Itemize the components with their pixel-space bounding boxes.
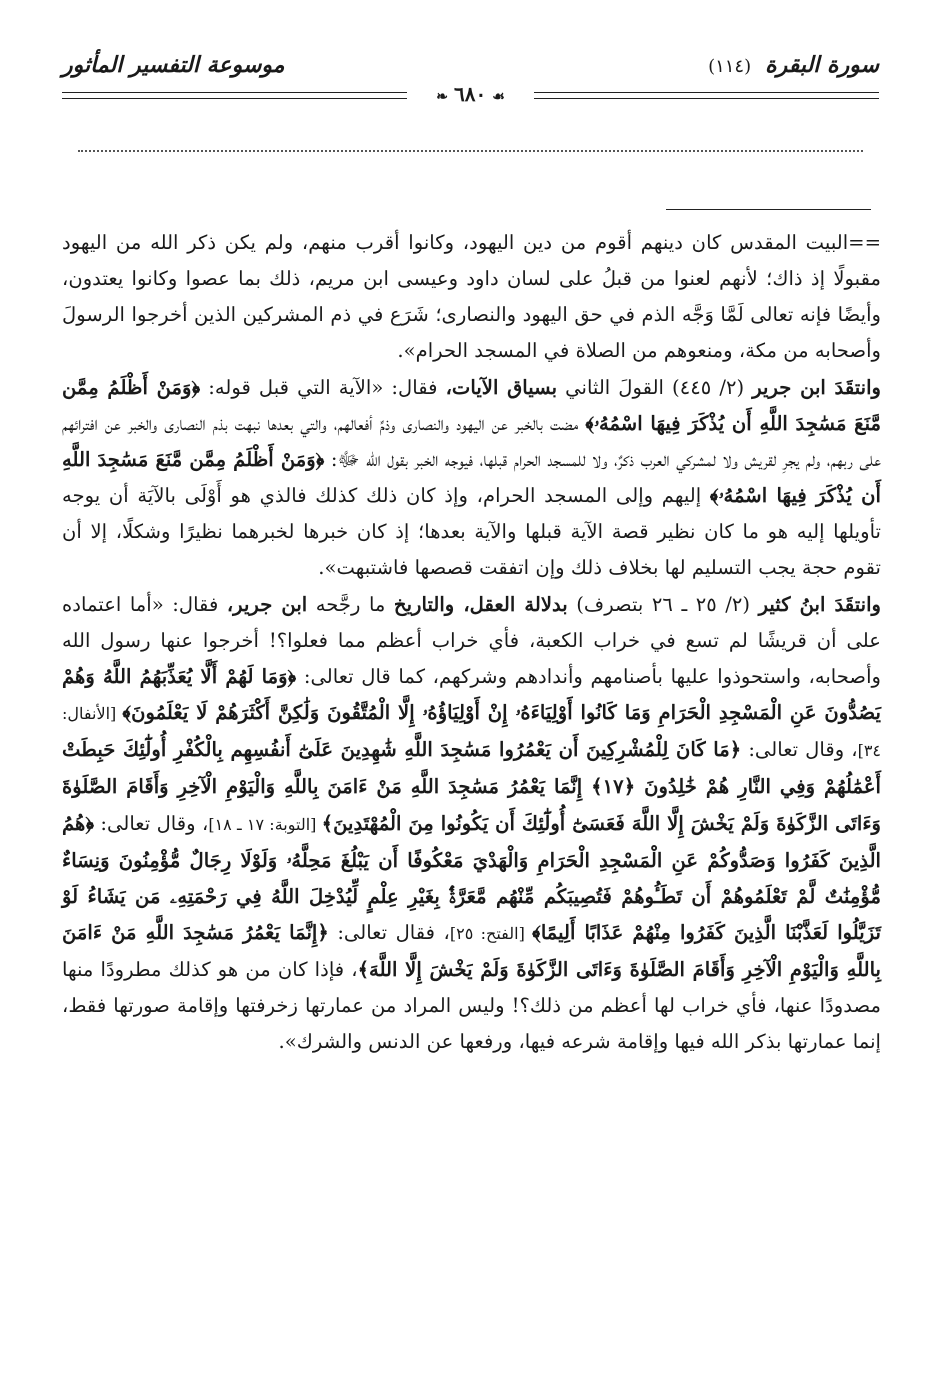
bold-run: ابن جرير، bbox=[226, 592, 308, 616]
sura-name: سورة البقرة bbox=[765, 52, 879, 78]
dotted-separator bbox=[78, 150, 863, 152]
quran-quote: ﴿وَمَنْ أَظْلَمُ مِمَّن مَّنَعَ مَسَٰجِدَ اللَّهِ أَن يُذْكَرَ فِيهَا اسْمُهُۥ﴾ bbox=[62, 375, 881, 435]
text-run: ، وقال تعالى: bbox=[741, 738, 858, 762]
bold-run: بسياق الآيات، bbox=[445, 375, 558, 399]
verse-ref: (١١٤) bbox=[708, 56, 752, 77]
bold-run: وانتقَدَ ابن جرير bbox=[752, 375, 882, 399]
text-run: ، فإذا كان من هو كذلك مطرودًا منها مصدودًا عنها، فأي خراب لها أعظم من ذلك؟! وليس المراد من عمارتها زخرفتها وإقامة صورتها فقط، إنما عمارتها بذكر الله فيها وإقامة شرعه فيها، ورفعها عن الدنس والشرك». bbox=[62, 958, 881, 1054]
page-number-box bbox=[62, 82, 879, 106]
text-run: إليهم وإلى المسجد الحرام، وإذ كان ذلك كذلك فالذي هو أَوْلَى بالآيَة أن يوجه تأويلها إليه هو ما كان نظير قصة الآية قبلها والآية بعدها؛ إذ كان خبرها لخبرهما نظيرًا وشكلًا، إلا أن تقوم حجة يجب التسليم لها بخلاف ذلك وإن اتفقت قصصها فاشتبهت». bbox=[62, 484, 881, 580]
text-run: ==البيت المقدس كان دينهم أقوم من دين اليهود، وكانوا أقرب منهم، ولم يكن ذكر الله من اليهود مقبولًا إذ ذاك؛ لأنهم لعنوا من قبلُ على لسان داود وعيسى ابن مريم، ذلك بما عصوا وكانوا يعتدون، وأيضًا فإنه تعالى لَمَّا وَجَّه الذم في حق اليهود والنصارى؛ شَرَع في ذم المشركين الذين أخرجوا الرسولَ وأصحابه من مكة، ومنعوهم من الصلاة في المسجد الحرام». bbox=[62, 231, 881, 363]
verse-reference: [الفتح: ٢٥] bbox=[449, 923, 533, 943]
running-header bbox=[62, 52, 879, 112]
paragraph-3 bbox=[62, 587, 881, 1061]
ornament-icon: ❧ bbox=[436, 89, 448, 105]
paragraph-1 bbox=[62, 225, 881, 370]
sura-heading bbox=[708, 52, 879, 78]
text-run: (٢/ ٢٥ ـ ٢٦ بتصرف) bbox=[567, 592, 759, 616]
bold-run: بدلالة العقل، والتاريخ bbox=[393, 592, 568, 616]
quran-quote: ﴿هُمُ الَّذِينَ كَفَرُوا وَصَدُّوكُمْ عَنِ الْمَسْجِدِ الْحَرَامِ وَالْهَدْيَ مَعْكُوفًا أَن يَبْلُغَ مَحِلَّهُۥ وَلَوْلَا رِجَالٌ مُّؤْمِنُونَ وَنِسَاءٌ مُّؤْمِنَٰتٌ لَّمْ تَعْلَمُوهُمْ أَن تَطَـُٔوهُمْ فَتُصِيبَكُم مِّنْهُم مَّعَرَّةٌۢ بِغَيْرِ عِلْمٍ لِّيُدْخِلَ اللَّهُ فِي رَحْمَتِهِۦ مَن يَشَاءُ لَوْ تَزَيَّلُوا لَعَذَّبْنَا الَّذِينَ كَفَرُوا مِنْهُمْ عَذَابًا أَلِيمًا﴾ bbox=[62, 811, 881, 944]
footnote-body bbox=[62, 225, 881, 1061]
quran-quote: ﴿وَمَا لَهُمْ أَلَّا يُعَذِّبَهُمُ اللَّهُ وَهُمْ يَصُدُّونَ عَنِ الْمَسْجِدِ الْحَرَامِ وَمَا كَانُوا أَوْلِيَاءَهُۥ إِنْ أَوْلِيَاؤُهُۥ إِلَّا الْمُتَّقُونَ وَلَٰكِنَّ أَكْثَرَهُمْ لَا يَعْلَمُونَ﴾ bbox=[62, 664, 881, 725]
text-run: ، فقال تعالى: bbox=[328, 920, 450, 944]
text-run: فقال: «أما اعتماده على أن قريشًا لم تسع في خراب الكعبة، فأي خراب أعظم مما فعلوا؟! أخرجوا عنها رسول الله وأصحابه، واستحوذوا عليها بأصنامهم وأندادهم وشركهم، كما قال تعالى: bbox=[62, 592, 881, 688]
quran-quote: ﴿وَمَنْ أَظْلَمُ مِمَّن مَّنَعَ مَسَٰجِدَ اللَّهِ أَن يُذْكَرَ فِيهَا اسْمُهُۥ﴾ bbox=[62, 447, 881, 508]
text-run: ما رجَّحه bbox=[307, 592, 394, 616]
verse-reference: [الأنفال: ٣٤] bbox=[62, 704, 881, 761]
text-run: (٢/ ٤٤٥) القولَ الثاني bbox=[557, 375, 753, 399]
text-run: فقال: «الآية التي قبل قوله: bbox=[200, 375, 446, 399]
paragraph-2 bbox=[62, 370, 881, 587]
book-title: موسوعة التفسير المأثور bbox=[62, 52, 285, 78]
verse-reference: [التوبة: ١٧ ـ ١٨] bbox=[208, 814, 322, 834]
text-run: مضت بالخبر عن اليهود والنصارى وذمِّ أفعالهم، والتي بعدها نبهت بذم النصارى والخبر عن افترائهم على ربهم، ولم يجرِ لقريش ولا لمشركي العرب ذكرٌ، ولا للمسجد الحرام قبلها، فيوجه الخبر بقول الله ﷻ: bbox=[62, 411, 881, 471]
bold-run: وانتقَدَ ابنُ كثير bbox=[758, 592, 881, 616]
quran-quote: ﴿مَا كَانَ لِلْمُشْرِكِينَ أَن يَعْمُرُوا مَسَٰجِدَ اللَّهِ شَٰهِدِينَ عَلَىٰٓ أَنفُسِهِم بِالْكُفْرِ أُولَٰٓئِكَ حَبِطَتْ أَعْمَٰلُهُمْ وَفِي النَّارِ هُمْ خَٰلِدُونَ ﴿١٧﴾ إِنَّمَا يَعْمُرُ مَسَٰجِدَ اللَّهِ مَنْ ءَامَنَ بِاللَّهِ وَالْيَوْمِ الْآخِرِ وَأَقَامَ الصَّلَوٰةَ وَءَاتَى الزَّكَوٰةَ وَلَمْ يَخْشَ إِلَّا اللَّهَ فَعَسَىٰٓ أُولَٰٓئِكَ أَن يَكُونُوا مِنَ الْمُهْتَدِينَ﴾ bbox=[62, 738, 882, 835]
ornament-icon: ☙ bbox=[492, 89, 505, 105]
text-run: ، وقال تعالى: bbox=[94, 811, 209, 835]
quran-quote: ﴿إِنَّمَا يَعْمُرُ مَسَٰجِدَ اللَّهِ مَنْ ءَامَنَ بِاللَّهِ وَالْيَوْمِ الْآخِرِ وَأَقَامَ الصَّلَوٰةَ وَءَاتَى الزَّكَوٰةَ وَلَمْ يَخْشَ إِلَّا اللَّهَ﴾ bbox=[62, 920, 881, 982]
footnote-rule bbox=[666, 209, 871, 210]
page-number: ٦٨٠ bbox=[453, 82, 487, 106]
